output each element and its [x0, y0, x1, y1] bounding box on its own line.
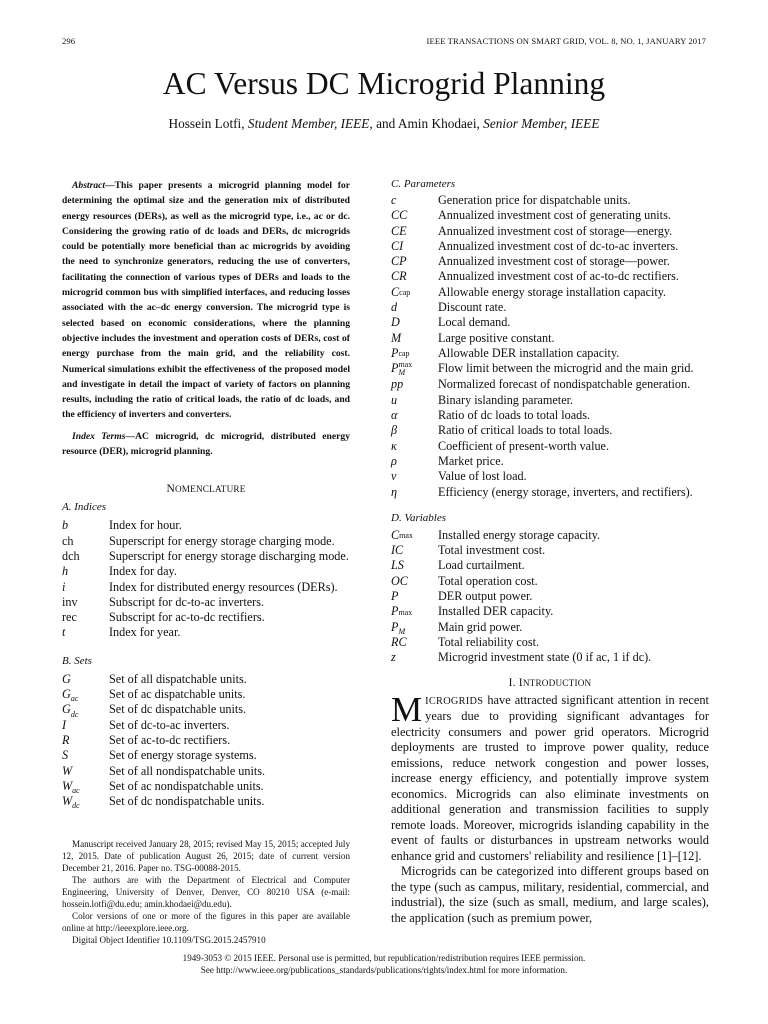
nomenclature-definition: Allowable DER installation capacity. — [438, 345, 620, 360]
nomenclature-definition: Subscript for dc-to-ac inverters. — [109, 594, 264, 609]
nomenclature-definition: Annualized investment cost of storage—energy. — [438, 223, 673, 238]
nomenclature-row — [62, 625, 350, 640]
nomenclature-symbol: b — [62, 518, 69, 533]
nomenclature-definition: Allowable energy storage installation capacity. — [438, 284, 667, 299]
nomenclature-row — [391, 485, 709, 500]
nomenclature-row — [62, 718, 350, 733]
nomenclature-row — [391, 193, 709, 208]
paper-title: AC Versus DC Microgrid Planning — [162, 66, 606, 101]
nomenclature-definition: Set of all nondispatchable units. — [109, 763, 266, 778]
footer-line-2: See http://www.ieee.org/publications_standards/publications/rights/index.html for more information. — [200, 965, 568, 976]
nomenclature-symbol: P — [391, 589, 399, 604]
nomenclature-definition: Ratio of dc loads to total loads. — [438, 408, 590, 423]
nomenclature-symbol: R — [62, 732, 70, 747]
nomenclature-definition: Ratio of critical loads to total loads. — [438, 423, 613, 438]
nomenclature-definition: Set of ac dispatchable units. — [109, 687, 246, 702]
footnote-paragraph: Digital Object Identifier 10.1109/TSG.2015.2457910 — [72, 935, 266, 945]
nomenclature-definition: Set of energy storage systems. — [109, 748, 257, 763]
nomenclature-symbol: dch — [62, 548, 80, 563]
index-terms-label: Index Terms — [72, 430, 126, 442]
nomenclature-row — [391, 558, 709, 573]
nomenclature-symbol: c — [391, 193, 397, 207]
authors-and: and — [376, 116, 396, 131]
footnote-paragraph: Manuscript received January 28, 2015; revised May 15, 2015; accepted July 12, 2015. Date of publication August 26, 2015; date of current version December 21, 2016. Paper no. TSG-00088-2015. — [62, 839, 350, 873]
nomenclature-symbol: CP — [391, 254, 407, 269]
nomenclature-definition: Subscript for ac-to-dc rectifiers. — [109, 610, 265, 625]
nomenclature-symbol: C max — [391, 527, 413, 542]
nomenclature-row — [62, 764, 350, 779]
introduction-body — [391, 689, 709, 927]
nomenclature-row — [62, 518, 350, 533]
authors-line — [0, 116, 768, 132]
nomenclature-symbol: LS — [391, 558, 404, 573]
nomenclature-definition: Index for year. — [109, 625, 181, 640]
nomenclature-row — [391, 285, 709, 300]
nomenclature-definition: Installed DER capacity. — [438, 604, 554, 619]
nomenclature-symbol: pp — [391, 377, 404, 392]
nomenclature-row — [62, 564, 350, 579]
nomenclature-definition: Set of ac nondispatchable units. — [109, 778, 264, 793]
nomenclature-definition: Installed energy storage capacity. — [438, 527, 601, 542]
nomenclature-row — [391, 346, 709, 361]
nomenclature-symbol: η — [391, 484, 398, 499]
nomenclature-row — [391, 377, 709, 392]
nomenclature-row — [391, 408, 709, 423]
nomenclature-definition: Set of dc-to-ac inverters. — [109, 717, 230, 732]
nomenclature-symbol: inv — [62, 594, 78, 609]
nomenclature-definition: Flow limit between the microgrid and the main grid. — [438, 361, 694, 376]
footer-line-1: 1949-3053 © 2015 IEEE. Personal use is permitted, but republication/redistribution requires IEEE permission. — [182, 953, 586, 963]
nomenclature-definition: Annualized investment cost of dc-to-ac inverters. — [438, 238, 679, 253]
nomenclature-definition: Annualized investment cost of storage—power. — [438, 254, 670, 269]
index-terms — [62, 429, 350, 460]
nomenclature-symbol: I — [62, 717, 67, 732]
nomenclature-row — [391, 393, 709, 408]
intro-para1-text: have attracted significant attention in recent years due to providing significant advantages for electricity consumers and power grid operators. Microgrid deployments are trusted to improve power quality, reduce emissions, reduce network congestion and power losses, increase energy efficiency, and potentially improve system economics. Microgrids can also eliminate investments on additional generation and transmission facilities to supply remote loads. Moreover, microgrids islanding capability in the event of faults or disturbances in upstream networks would enhance grid and customers' reliability and resilience [1]–[12]. — [391, 692, 709, 863]
nomenclature-definition: Total investment cost. — [438, 543, 546, 558]
right-column — [391, 178, 709, 926]
left-column — [62, 178, 350, 945]
nomenclature-row — [391, 331, 709, 346]
nomenclature-symbol: CE — [391, 223, 407, 238]
nomenclature-row — [62, 779, 350, 794]
nomenclature-row — [391, 361, 709, 377]
nomenclature-definition: Local demand. — [438, 315, 511, 330]
nomenclature-symbol: G dc — [62, 702, 79, 719]
nomenclature-row — [391, 315, 709, 330]
nomenclature-row — [391, 454, 709, 469]
nomenclature-symbol: κ — [391, 438, 397, 453]
nomenclature-symbol: β — [391, 423, 398, 438]
nomenclature-row — [62, 672, 350, 687]
nomenclature-symbol: P max — [391, 604, 413, 619]
nomenclature-row — [62, 702, 350, 717]
nomenclature-symbol: G ac — [62, 687, 79, 704]
nomenclature-row — [62, 534, 350, 549]
nomenclature-row — [391, 589, 709, 604]
nomenclature-definition: Set of dc nondispatchable units. — [109, 794, 265, 809]
author-2-role: Senior Member, IEEE — [483, 116, 600, 131]
nomenclature-row — [391, 439, 709, 454]
parameters-list — [391, 193, 709, 500]
abstract — [62, 178, 350, 423]
nomenclature-definition: Coefficient of present-worth value. — [438, 438, 610, 453]
introduction-heading: I. INTRODUCTION — [508, 676, 592, 689]
nomenclature-symbol: z — [391, 650, 396, 665]
nomenclature-symbol: W ac — [62, 778, 80, 795]
variables-list — [391, 528, 709, 666]
indices-heading: A. Indices — [62, 501, 106, 514]
nomenclature-row — [62, 687, 350, 702]
nomenclature-row — [391, 650, 709, 665]
nomenclature-symbol: i — [62, 579, 66, 594]
parameters-heading: C. Parameters — [391, 178, 456, 190]
nomenclature-definition: Load curtailment. — [438, 558, 525, 573]
nomenclature-definition: Set of ac-to-dc rectifiers. — [109, 732, 231, 747]
footnotes — [62, 838, 350, 946]
nomenclature-row — [391, 604, 709, 619]
copyright-footer — [0, 952, 768, 976]
nomenclature-definition: Generation price for dispatchable units. — [438, 193, 631, 207]
nomenclature-row — [391, 269, 709, 284]
index-terms-text: —AC microgrid, dc microgrid, distributed energy resource (DER), microgrid planning. — [62, 430, 350, 458]
nomenclature-row — [62, 794, 350, 809]
nomenclature-symbol: W dc — [62, 794, 80, 811]
nomenclature-row — [391, 300, 709, 315]
nomenclature-symbol: CR — [391, 269, 407, 284]
footnote-paragraph: The authors are with the Department of Electrical and Computer Engineering, University of Denver, Denver, CO 80210 USA (e-mail: hossein.lotfi@du.edu; amin.khodaei@du.edu). — [62, 875, 350, 909]
nomenclature-symbol: ch — [62, 533, 74, 548]
journal-header: IEEE TRANSACTIONS ON SMART GRID, VOL. 8, NO. 1, JANUARY 2017 — [426, 36, 706, 46]
nomenclature-row — [62, 595, 350, 610]
nomenclature-symbol: ρ — [391, 453, 397, 468]
nomenclature-definition: Large positive constant. — [438, 330, 555, 345]
nomenclature-symbol: P cap — [391, 345, 410, 360]
nomenclature-row — [391, 254, 709, 269]
nomenclature-symbol: CI — [391, 238, 404, 253]
nomenclature-heading: NOMENCLATURE — [166, 483, 246, 496]
nomenclature-row — [62, 733, 350, 748]
nomenclature-definition: Main grid power. — [438, 619, 523, 634]
nomenclature-row — [391, 469, 709, 484]
intro-lead: ICROGRIDS — [425, 695, 484, 707]
nomenclature-definition: Index for distributed energy resources (DERs). — [109, 579, 338, 594]
nomenclature-row — [391, 208, 709, 223]
footnote-paragraph: Color versions of one or more of the figures in this paper are available online at http://ieeexplore.ieee.org. — [62, 911, 350, 933]
nomenclature-definition: Binary islanding parameter. — [438, 392, 574, 407]
nomenclature-definition: Annualized investment cost of generating units. — [438, 208, 671, 223]
sets-list — [62, 672, 350, 810]
nomenclature-symbol: CC — [391, 208, 408, 223]
author-2: Amin Khodaei, — [397, 116, 480, 131]
nomenclature-symbol: RC — [391, 634, 407, 649]
abstract-label: Abstract — [72, 180, 106, 191]
nomenclature-row — [62, 549, 350, 564]
author-1-role: Student Member, IEEE, — [247, 116, 373, 131]
sets-heading: B. Sets — [62, 654, 92, 667]
nomenclature-row — [391, 423, 709, 438]
nomenclature-symbol: M — [391, 330, 402, 345]
dropcap: M — [391, 689, 423, 729]
nomenclature-definition: Discount rate. — [438, 300, 507, 315]
nomenclature-definition: DER output power. — [438, 589, 533, 604]
nomenclature-definition: Annualized investment cost of ac-to-dc rectifiers. — [438, 269, 679, 284]
nomenclature-row — [62, 748, 350, 763]
page-number: 296 — [62, 36, 76, 46]
nomenclature-symbol: D — [391, 315, 400, 330]
nomenclature-definition: Index for day. — [109, 564, 177, 579]
nomenclature-row — [391, 528, 709, 543]
nomenclature-row — [391, 574, 709, 589]
indices-list — [62, 518, 350, 640]
nomenclature-symbol: d — [391, 300, 398, 315]
nomenclature-symbol: α — [391, 408, 398, 423]
nomenclature-symbol: P M — [391, 619, 406, 636]
nomenclature-symbol: P max M — [391, 360, 413, 378]
nomenclature-definition: Index for hour. — [109, 518, 182, 533]
abstract-text: —This paper presents a microgrid planning model for determining the optimal size and the generation mix of distributed energy resources (DERs), as well as the microgrid type, i.e., ac or dc. Considering the growing ratio of dc loads and DERs, dc microgrids could be potentially more beneficial than ac microgrids by avoiding the need to synchronize generators, reducing the use of converters, facilitating the connection of various types of DERs and loads to the microgrid common bus with simplified interfaces, and reducing losses associated with the ac–dc energy conversion. The microgrid type is selected based on economic considerations, where the planning objective includes the investment and operation costs of DERs, cost of energy purchase from the main grid, and the reliability cost. Numerical simulations exhibit the effectiveness of the proposed model and investigate in detail the impact of variety of factors on planning results, including the ratio of critical loads, the ratio of dc loads, and the efficiency of inverters and converters. — [62, 180, 350, 421]
nomenclature-symbol: rec — [62, 610, 77, 625]
nomenclature-definition: Set of dc dispatchable units. — [109, 702, 247, 717]
nomenclature-row — [391, 543, 709, 558]
nomenclature-definition: Set of all dispatchable units. — [109, 671, 247, 686]
nomenclature-symbol: C cap — [391, 284, 411, 299]
nomenclature-symbol: v — [391, 469, 397, 484]
nomenclature-definition: Normalized forecast of nondispatchable generation. — [438, 377, 691, 392]
nomenclature-definition: Total reliability cost. — [438, 634, 540, 649]
nomenclature-symbol: G — [62, 671, 71, 686]
nomenclature-definition: Total operation cost. — [438, 573, 538, 588]
nomenclature-row — [391, 239, 709, 254]
nomenclature-row — [391, 635, 709, 650]
nomenclature-row — [62, 610, 350, 625]
nomenclature-row — [391, 620, 709, 635]
intro-paragraph-2: Microgrids can be categorized into different groups based on the type (such as campus, military, residential, commercial, and industrial), the size (such as small, medium, and large scales), the application (such as premium power, — [391, 864, 709, 925]
nomenclature-definition: Superscript for energy storage charging mode. — [109, 533, 335, 548]
nomenclature-definition: Value of lost load. — [438, 469, 527, 484]
nomenclature-symbol: W — [62, 763, 73, 778]
variables-heading: D. Variables — [391, 511, 446, 524]
nomenclature-symbol: OC — [391, 573, 408, 588]
nomenclature-symbol: IC — [391, 543, 404, 558]
nomenclature-symbol: u — [391, 392, 398, 407]
nomenclature-definition: Microgrid investment state (0 if ac, 1 if dc). — [438, 650, 652, 665]
nomenclature-row — [391, 224, 709, 239]
nomenclature-symbol: S — [62, 748, 69, 763]
intro-paragraph-1 — [391, 689, 709, 865]
nomenclature-symbol: t — [62, 625, 66, 640]
nomenclature-row — [62, 580, 350, 595]
nomenclature-definition: Superscript for energy storage discharging mode. — [109, 548, 349, 563]
author-1: Hossein Lotfi, — [168, 116, 245, 131]
nomenclature-definition: Efficiency (energy storage, inverters, and rectifiers). — [438, 484, 693, 499]
nomenclature-definition: Market price. — [438, 453, 504, 468]
nomenclature-symbol: h — [62, 564, 69, 579]
